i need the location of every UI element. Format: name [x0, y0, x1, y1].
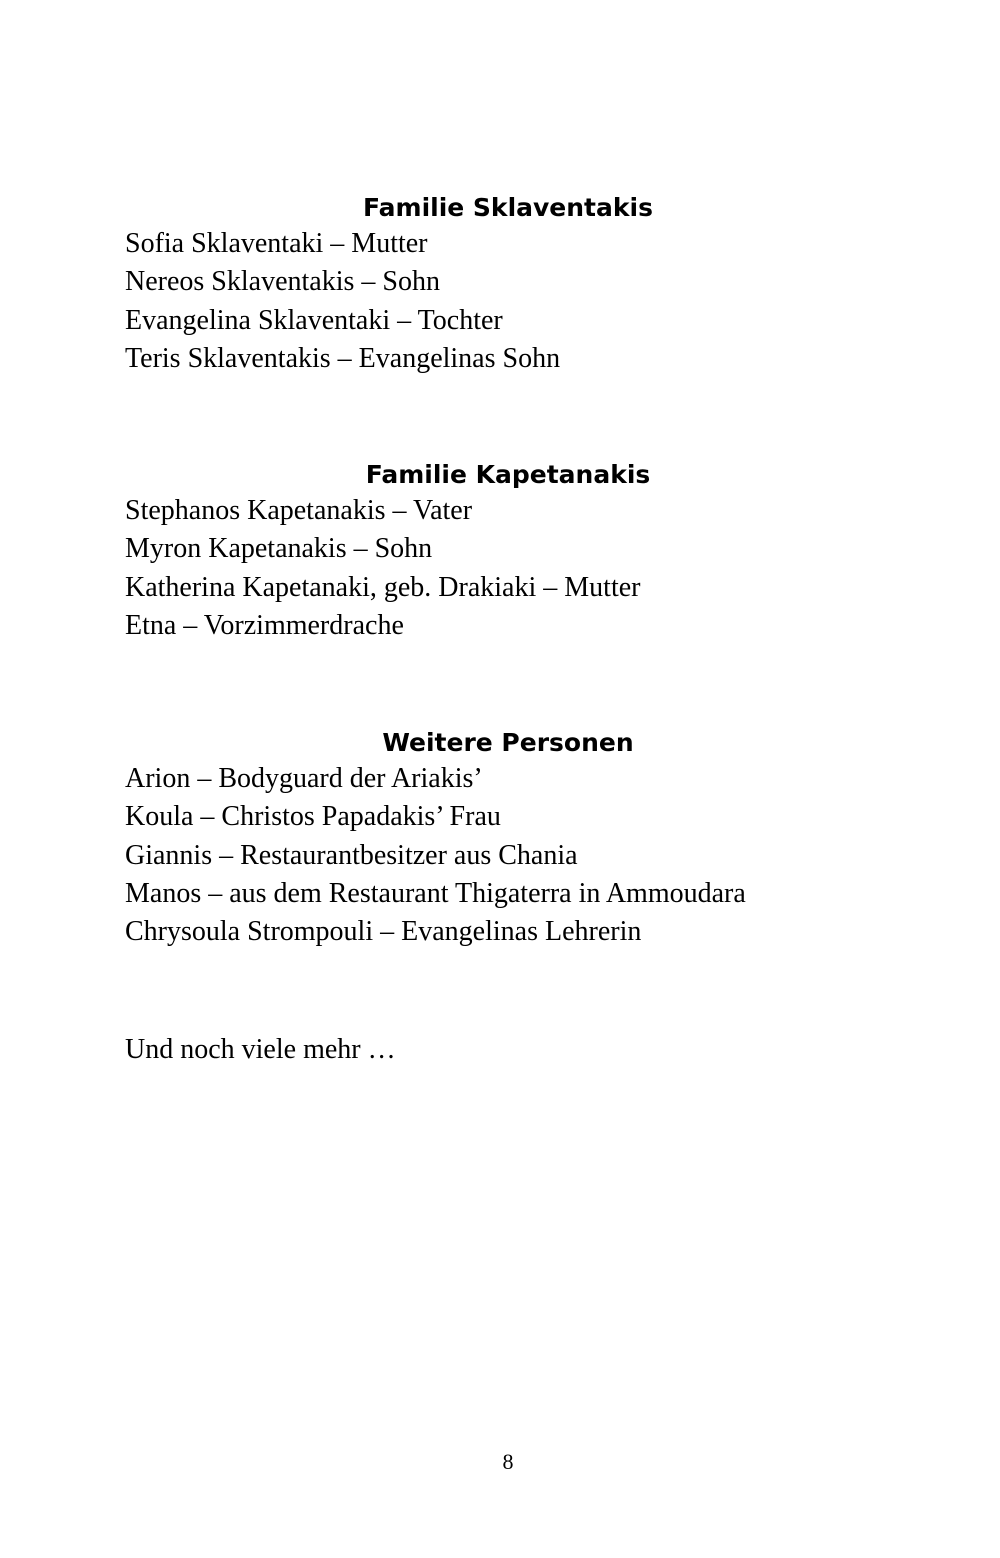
character-entry: Sofia Sklaventaki – Mutter — [125, 228, 428, 259]
character-entry: Myron Kapetanakis – Sohn — [125, 533, 433, 565]
section-familie-kapetanakis — [0, 460, 1000, 645]
section-heading: Familie Kapetanakis — [365, 460, 651, 489]
character-list — [0, 225, 1000, 378]
section-heading: Weitere Personen — [382, 728, 634, 757]
character-entry: Evangelina Sklaventaki – Tochter — [125, 304, 503, 336]
section-heading: Familie Sklaventakis — [363, 193, 653, 222]
character-entry: Stephanos Kapetanakis – Vater — [125, 495, 473, 526]
section-familie-sklaventakis — [0, 193, 1000, 378]
page-number: 8 — [502, 1449, 514, 1474]
closing-line: Und noch viele mehr … — [125, 1034, 396, 1065]
character-entry: Koula – Christos Papadakis’ Frau — [125, 801, 501, 833]
character-entry: Etna – Vorzimmerdrache — [125, 609, 404, 641]
character-entry: Chrysoula Strompouli – Evangelinas Lehrerin — [125, 916, 642, 948]
character-list — [0, 492, 1000, 645]
character-entry: Arion – Bodyguard der Ariakis’ — [125, 763, 483, 794]
character-entry: Giannis – Restaurantbesitzer aus Chania — [125, 839, 578, 871]
character-entry: Teris Sklaventakis – Evangelinas Sohn — [125, 342, 561, 374]
character-entry: Katherina Kapetanaki, geb. Drakiaki – Mutter — [125, 571, 641, 603]
character-entry: Manos – aus dem Restaurant Thigaterra in Ammoudara — [125, 877, 746, 909]
section-weitere-personen — [0, 728, 1000, 951]
character-list — [0, 760, 1000, 951]
character-entry: Nereos Sklaventakis – Sohn — [125, 266, 440, 298]
